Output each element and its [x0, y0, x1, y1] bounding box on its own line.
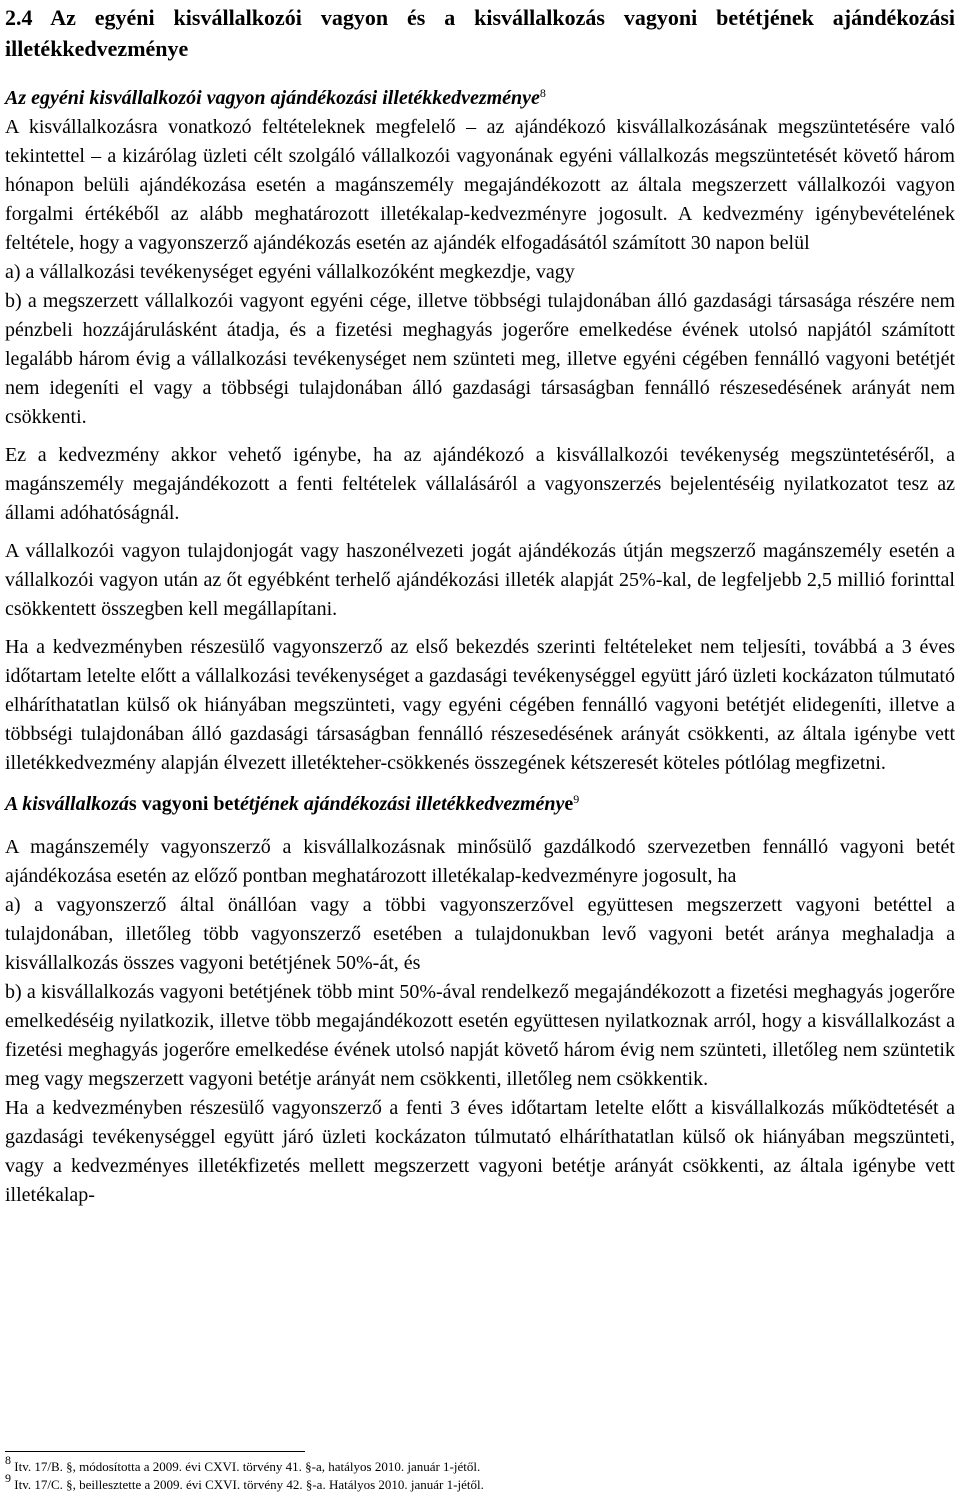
list-item-b: b) a megszerzett vállalkozói vagyont egyéni cége, illetve többségi tulajdonában álló gazdasági társasága részére nem pénzbeli hozzájárulásként átadja, és a fizetési meghagyás jogerőre emelkedése évének utolsó napjától számított legalább három évig a vállalkozási tevékenységet nem szünteti meg, illetve egyéni cégében fennálló vagyoni betétjét nem idegeníti el vagy a többségi tulajdonában álló gazdasági társaságban fennálló részesedésének arányát nem csökkenti. — [5, 290, 955, 428]
footnote-ref-9: 9 — [573, 791, 580, 806]
list-item-2b: b) a kisvállalkozás vagyoni betétjének több mint 50%-ával rendelkező megajándékozott a fizetési meghagyás jogerőre emelkedéséig nyilatkozik, illetve több megajándékozott esetén együttesen nyilatkoznak arról, hogy a kisvállalkozást a fizetési meghagyás jogerőre emelkedése évének utolsó napját követő három évig nem szünteti, illetőleg nem szüntetik meg vagy megszerzett vagyoni betétje arányát nem csökkenti, illetőleg nem csökkentik. — [5, 981, 955, 1090]
footnote-number: 9 — [5, 1470, 11, 1485]
footnote-divider — [5, 1451, 305, 1452]
subsection-title-2-part3: étjének ajándékozási illetékkedvezmény — [240, 793, 565, 815]
footnote-text: Itv. 17/B. §, módosította a 2009. évi CXVI. törvény 41. §-a, hatályos 2010. január 1-jétől. — [11, 1459, 481, 1474]
subsection-title-2-part4: e — [564, 793, 574, 815]
paragraph-1: A kisvállalkozásra vonatkozó feltételeknek megfelelő – az ajándékozó kisvállalkozásának megszüntetésére való tekintettel – a kizárólag üzleti célt szolgáló vállalkozói vagyonának egyéni vállalkozás megszüntetését követő három hónapon belüli ajándékozása esetén a magánszemély megajándékozott az általa megszerzett vállalkozói vagyon forgalmi értékéből az alább meghatározott illetékalap-kedvezményre jogosult. A kedvezmény igénybevételének feltétele, hogy a vagyonszerző ajándékozás esetén az ajándék elfogadásától számított 30 napon belül — [5, 116, 955, 254]
footnotes — [5, 1452, 955, 1494]
footnote-8 — [5, 1452, 955, 1476]
footnote-9 — [5, 1470, 955, 1494]
list-item-a: a) a vállalkozási tevékenységet egyéni vállalkozóként megkezdje, vagy — [5, 261, 575, 283]
paragraph-4: Ha a kedvezményben részesülő vagyonszerző az első bekezdés szerinti feltételeket nem teljesíti, továbbá a 3 éves időtartam letelte előtt a vállalkozási tevékenységet a gazdasági tevékenységgel együtt járó üzleti kockázaton túlmutató elháríthatatlan külső ok hiányában megszünteti, vagy egyéni cégében fennálló vagyoni betétjét elidegeníti, illetve a többségi tulajdonában álló gazdasági társaságban fennálló részesedésének arányát csökkenti, az általa igénybe vett illetékkedvezmény alapján élvezett illetékteher-csökkenés összegének kétszeresét köteles pótlólag megfizetni. — [5, 636, 955, 774]
paragraph-6: Ha a kedvezményben részesülő vagyonszerző a fenti 3 éves időtartam letelte előtt a kisvállalkozás működtetését a gazdasági tevékenységgel együtt járó üzleti kockázaton túlmutató elháríthatatlan külső ok hiányában megszünteti, vagy a kedvezményes illetékfizetés mellett megszerzett vagyoni betétje arányát csökkenti, az általa igénybe vett illetékalap- — [5, 1097, 955, 1206]
paragraph-5: A magánszemély vagyonszerző a kisvállalkozásnak minősülő gazdálkodó szervezetben fennálló vagyoni betét ajándékozása esetén az előző pontban meghatározott illetékalap-kedvezményre jogosult, ha — [5, 836, 955, 887]
paragraph-3: A vállalkozói vagyon tulajdonjogát vagy haszonélvezeti jogát ajándékozás útján megszerző magánszemély esetén a vállalkozói vagyon után az őt egyébként terhelő ajándékozási illeték alapját 25%-kal, de legfeljebb 2,5 millió forinttal csökkentett összegben kell megállapítani. — [5, 540, 955, 620]
footnote-text: Itv. 17/C. §, beillesztette a 2009. évi CXVI. törvény 42. §-a. Hatályos 2010. január 1-jétől. — [11, 1477, 484, 1492]
subsection-title-2 — [5, 790, 955, 819]
subsection-title-2-part1: A kisvállalkozá — [5, 793, 129, 815]
footnote-number: 8 — [5, 1452, 11, 1467]
paragraph-2: Ez a kedvezmény akkor vehető igénybe, ha az ajándékozó a kisvállalkozói tevékenység megszüntetéséről, a magánszemély megajándékozott a fenti feltételek vállalásáról a vagyonszerzés bejelentéséig nyilatkozatot tesz az állami adóhatóságnál. — [5, 444, 955, 524]
section-heading: 2.4 Az egyéni kisvállalkozói vagyon és a kisvállalkozás vagyoni betétjének ajándékozási illetékkedvezménye — [5, 5, 955, 61]
list-item-2a: a) a vagyonszerző által önállóan vagy a többi vagyonszerzővel együttesen megszerzett vagyoni betéttel a tulajdonában, illetőleg több vagyonszerző esetében a tulajdonukban levő vagyoni betét aránya meghaladja a kisvállalkozás összes vagyoni betétjének 50%-át, és — [5, 894, 955, 974]
subsection-title-1-text: Az egyéni kisvállalkozói vagyon ajándékozási illetékkedvezménye — [5, 87, 540, 109]
footnote-ref-8: 8 — [539, 85, 546, 100]
subsection-title-2-part2: s vagyoni bet — [128, 793, 241, 815]
document-page — [5, 2, 955, 1210]
subsection-title-1 — [5, 84, 955, 113]
